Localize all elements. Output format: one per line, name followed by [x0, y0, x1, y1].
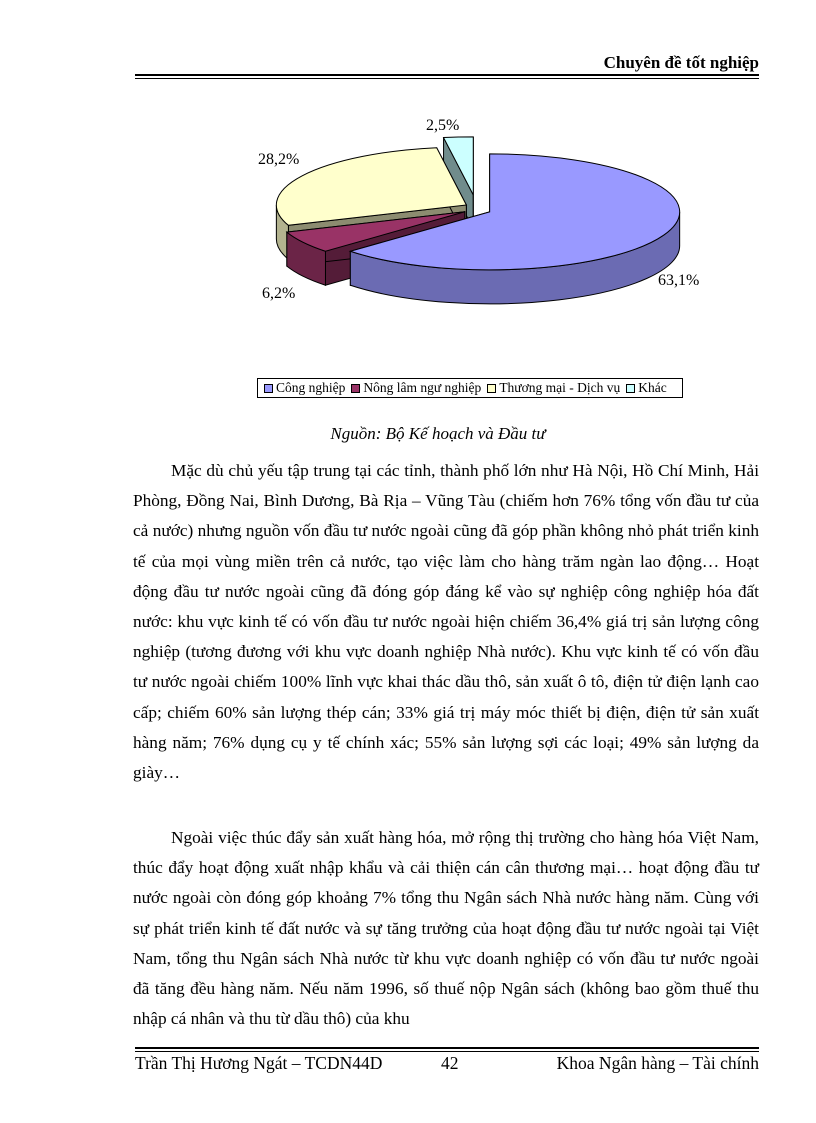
footer-rule	[135, 1047, 759, 1049]
footer	[135, 1053, 759, 1074]
paragraph-text: Mặc dù chủ yếu tập trung tại các tỉnh, thành phố lớn như Hà Nội, Hồ Chí Minh, Hải Phòng, Đồng Nai, Bình Dương, Bà Rịa – Vũng Tàu (chiếm hơn 76% tổng vốn đầu tư của cả nước) nhưng nguồn vốn đầu tư nước ngoài cũng đã góp phần không nhỏ phát triển kinh tế của mọi vùng miền trên cả nước, tạo việc làm cho hàng trăm ngàn lao động… Hoạt động đầu tư nước ngoài cũng đã đóng góp đáng kể vào sự nghiệp công nghiệp hóa đất nước: khu vực kinh tế có vốn đầu tư nước ngoài hiện chiếm 36,4% giá trị sản lượng công nghiệp (tương đương với khu vực doanh nghiệp Nhà nước). Khu vực kinh tế có vốn đầu tư nước ngoài chiếm 100% lĩnh vực khai thác dầu thô, sản xuất ô tô, điện tử điện lạnh cao cấp; chiếm 60% sản lượng thép cán; 33% giá trị máy móc thiết bị điện, điện tử sản xuất hàng năm; 76% dụng cụ y tế chính xác; 55% sản lượng sợi các loại; 49% sản lượng da giày…	[133, 461, 759, 783]
body-paragraph-1	[133, 456, 759, 788]
data-label: 28,2%	[258, 151, 300, 168]
header-rule	[135, 74, 759, 76]
page-number: 42	[441, 1053, 459, 1073]
legend-item-nong-lam	[351, 380, 481, 396]
chart-source	[0, 424, 816, 444]
pie-chart	[230, 108, 730, 408]
legend-item-cong-nghiep	[264, 380, 345, 396]
paragraph-text: Ngoài việc thúc đẩy sản xuất hàng hóa, mở rộng thị trường cho hàng hóa Việt Nam, thúc đẩy hoạt động xuất nhập khẩu và cải thiện cán cân thương mại… hoạt động đầu tư nước ngoài còn đóng góp khoảng 7% tổng thu Ngân sách Nhà nước hàng năm. Cùng với sự phát triển kinh tế đất nước và sự tăng trưởng của hoạt động đầu tư nước ngoài tại Việt Nam, tổng thu Ngân sách Nhà nước từ khu vực doanh nghiệp có vốn đầu tư nước ngoài đã tăng đều hàng năm. Nếu năm 1996, số thuế nộp Ngân sách (không bao gồm thuế thu nhập cá nhân và thu từ dầu thô) của khu	[133, 828, 759, 1029]
legend-swatch	[264, 384, 273, 393]
legend-label: Thương mại - Dịch vụ	[499, 380, 621, 395]
legend-label: Nông lâm ngư nghiệp	[363, 380, 482, 395]
body-paragraph-2	[133, 823, 759, 1034]
legend-label: Khác	[638, 380, 667, 395]
footer-rule-thin	[135, 1051, 759, 1052]
data-label: 2,5%	[426, 117, 460, 134]
data-label: 63,1%	[658, 272, 700, 289]
legend-swatch	[351, 384, 360, 393]
source-text: Nguồn: Bộ Kế hoạch và Đầu tư	[330, 424, 546, 443]
legend-swatch	[626, 384, 635, 393]
data-label: 6,2%	[262, 285, 296, 302]
header-title: Chuyên đề tốt nghiệp	[603, 53, 759, 72]
chart-legend	[257, 378, 683, 398]
legend-label: Công nghiệp	[276, 380, 346, 395]
header-rule-thin	[135, 78, 759, 79]
legend-item-thuong-mai	[487, 380, 620, 396]
pie-chart-svg	[230, 108, 730, 378]
footer-author: Trần Thị Hương Ngát – TCDN44D	[135, 1053, 383, 1073]
legend-item-khac	[626, 380, 666, 396]
footer-department: Khoa Ngân hàng – Tài chính	[556, 1053, 759, 1073]
legend-swatch	[487, 384, 496, 393]
